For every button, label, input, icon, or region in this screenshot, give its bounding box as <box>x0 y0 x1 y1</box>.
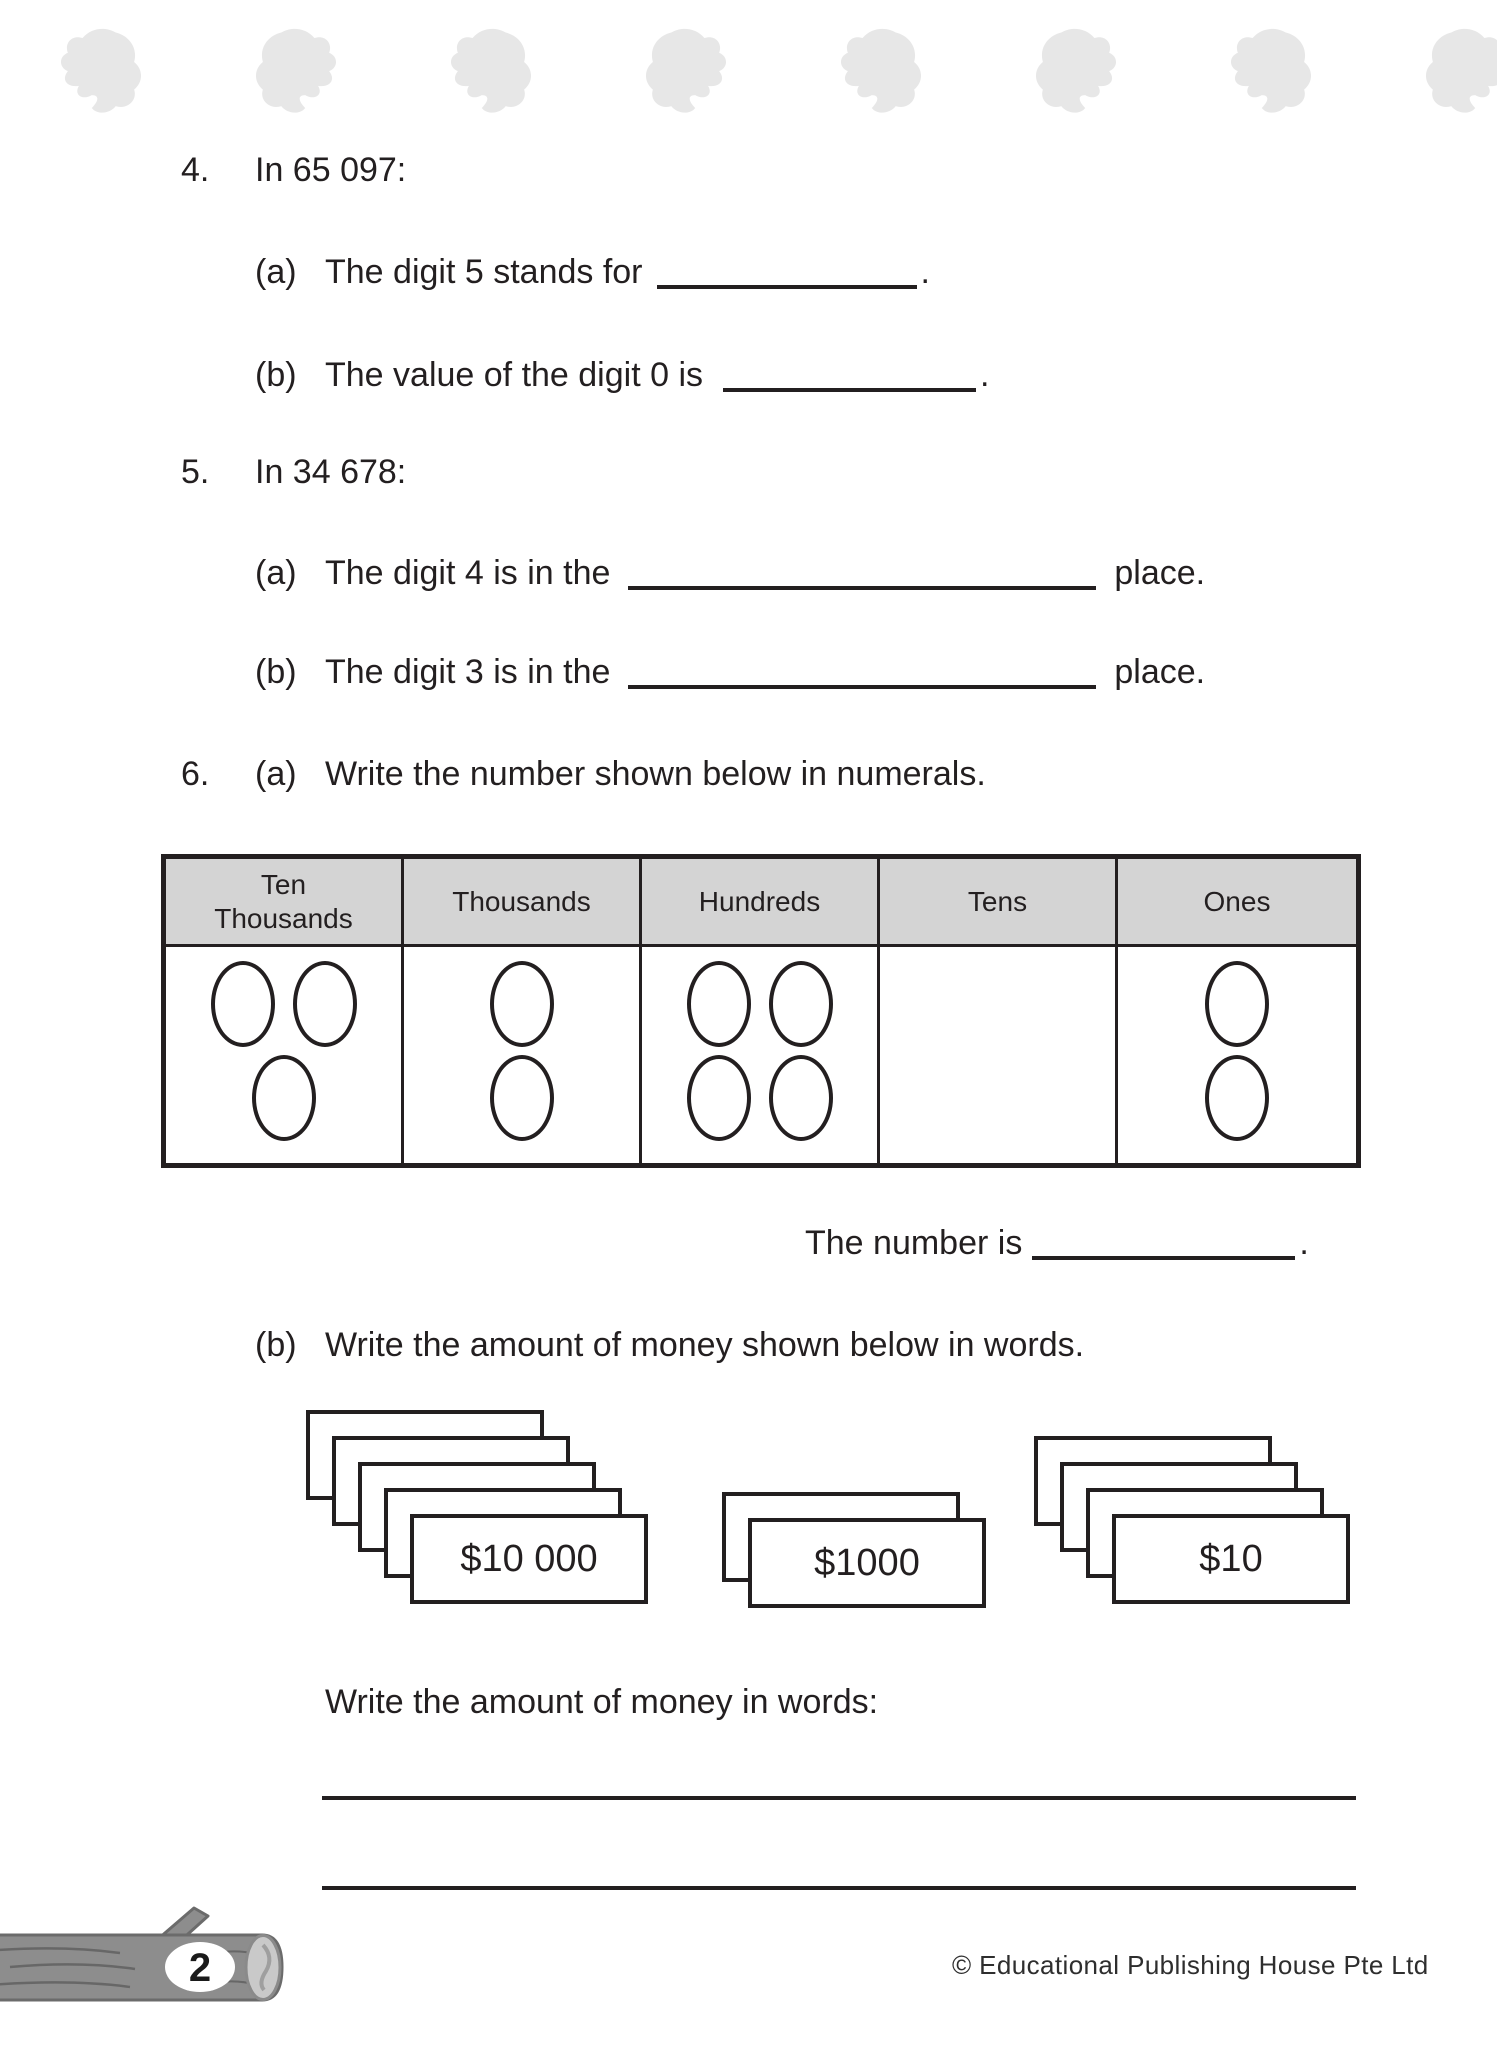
question-6a-text: Write the number shown below in numerals. <box>325 755 986 793</box>
question-4a-answer-blank <box>657 283 917 289</box>
number-is-suffix: . <box>1299 1224 1309 1262</box>
pv-circle-row <box>687 961 833 1047</box>
question-4a-suffix: . <box>920 253 930 291</box>
question-5-text: In 34 678: <box>255 453 407 491</box>
question-5-number: 5. <box>181 453 210 491</box>
question-5-heading <box>181 452 406 492</box>
question-6b-text: Write the amount of money shown below in words. <box>325 1326 1085 1364</box>
pv-circle-row <box>211 961 357 1047</box>
place-value-counter-circle <box>687 1055 751 1141</box>
question-5b-bracket: (b) <box>255 653 297 691</box>
question-6b-bracket: (b) <box>255 1326 297 1364</box>
question-4a-text: The digit 5 stands for <box>325 253 643 291</box>
question-6a-number-line <box>805 1223 1309 1263</box>
pv-cell-tens <box>880 947 1118 1163</box>
pv-header-ten-thousands <box>166 859 404 947</box>
pv-header-label: Hundreds <box>698 885 821 917</box>
question-4-number: 4. <box>181 151 210 189</box>
log-body <box>0 1935 282 2000</box>
money-note-front <box>1112 1514 1350 1604</box>
place-value-counter-circle <box>490 1055 554 1141</box>
question-5a <box>255 553 1205 593</box>
pv-circle-row <box>1205 1055 1269 1141</box>
pv-header-tens <box>880 859 1118 947</box>
place-value-counter-circle <box>211 961 275 1047</box>
question-4b <box>255 355 989 395</box>
question-6-number: 6. <box>181 755 210 793</box>
animal-blob-icon <box>1225 20 1317 115</box>
question-4a <box>255 252 930 292</box>
answer-line-2 <box>322 1886 1356 1890</box>
question-6b <box>255 1325 1084 1365</box>
money-words-label-text: Write the amount of money in words: <box>325 1683 879 1721</box>
pv-header-hundreds <box>642 859 880 947</box>
question-6a-heading <box>181 754 986 794</box>
animal-blob-icon <box>250 20 342 115</box>
place-value-counter-circle <box>769 1055 833 1141</box>
question-5b-text: The digit 3 is in the <box>325 653 611 691</box>
pv-header-label: Ones <box>1203 885 1271 917</box>
question-4b-text: The value of the digit 0 is <box>325 356 704 394</box>
question-4-heading <box>181 150 406 190</box>
money-note-value: $1000 <box>814 1541 920 1584</box>
money-note-front <box>748 1518 986 1608</box>
pv-circle-row <box>490 961 554 1047</box>
pv-header-label: Ten Thousands <box>214 868 353 934</box>
animal-blob-icon <box>640 20 732 115</box>
answer-line-1 <box>322 1796 1356 1800</box>
question-4b-bracket: (b) <box>255 356 297 394</box>
page-number: 2 <box>188 1946 212 1990</box>
pv-circle-row <box>490 1055 554 1141</box>
animal-blob-icon <box>835 20 927 115</box>
question-5b-suffix: place. <box>1114 653 1206 691</box>
place-value-counter-circle <box>252 1055 316 1141</box>
place-value-counter-circle <box>687 961 751 1047</box>
place-value-counter-circle <box>1205 961 1269 1047</box>
question-5b <box>255 652 1205 692</box>
question-5b-answer-blank <box>628 683 1096 689</box>
pv-circle-row <box>252 1055 316 1141</box>
pv-cell-hundreds <box>642 947 880 1163</box>
animal-blob-icon <box>1420 20 1497 115</box>
pv-cell-thousands <box>404 947 642 1163</box>
question-4-text: In 65 097: <box>255 151 407 189</box>
place-value-counter-circle <box>769 961 833 1047</box>
money-note-value: $10 <box>1199 1537 1263 1580</box>
question-4b-answer-blank <box>723 386 976 392</box>
place-value-table <box>161 854 1361 1168</box>
question-5a-text: The digit 4 is in the <box>325 554 611 592</box>
question-5a-suffix: place. <box>1114 554 1206 592</box>
question-5a-bracket: (a) <box>255 554 297 592</box>
place-value-counter-circle <box>1205 1055 1269 1141</box>
money-note-front <box>410 1514 648 1604</box>
pv-circle-row <box>1205 961 1269 1047</box>
number-is-answer-blank <box>1032 1254 1295 1260</box>
animal-blob-icon <box>445 20 537 115</box>
question-6a-bracket: (a) <box>255 755 297 793</box>
pv-header-label: Thousands <box>452 885 591 917</box>
pv-header-label: Tens <box>967 885 1028 917</box>
place-value-counter-circle <box>293 961 357 1047</box>
number-is-text: The number is <box>805 1224 1023 1262</box>
pv-circle-row <box>687 1055 833 1141</box>
question-4a-bracket: (a) <box>255 253 297 291</box>
page-number-log-illustration <box>0 1895 320 2045</box>
copyright-text: © Educational Publishing House Pte Ltd <box>952 1950 1429 1980</box>
pv-header-ones <box>1118 859 1356 947</box>
money-words-label <box>325 1682 878 1722</box>
pv-header-thousands <box>404 859 642 947</box>
question-5a-answer-blank <box>628 584 1096 590</box>
place-value-counter-circle <box>490 961 554 1047</box>
animal-blob-icon <box>55 20 147 115</box>
pv-cell-ones <box>1118 947 1356 1163</box>
animal-blob-icon <box>1030 20 1122 115</box>
pv-cell-ten-thousands <box>166 947 404 1163</box>
money-note-value: $10 000 <box>460 1537 598 1580</box>
question-4b-suffix: . <box>980 356 990 394</box>
